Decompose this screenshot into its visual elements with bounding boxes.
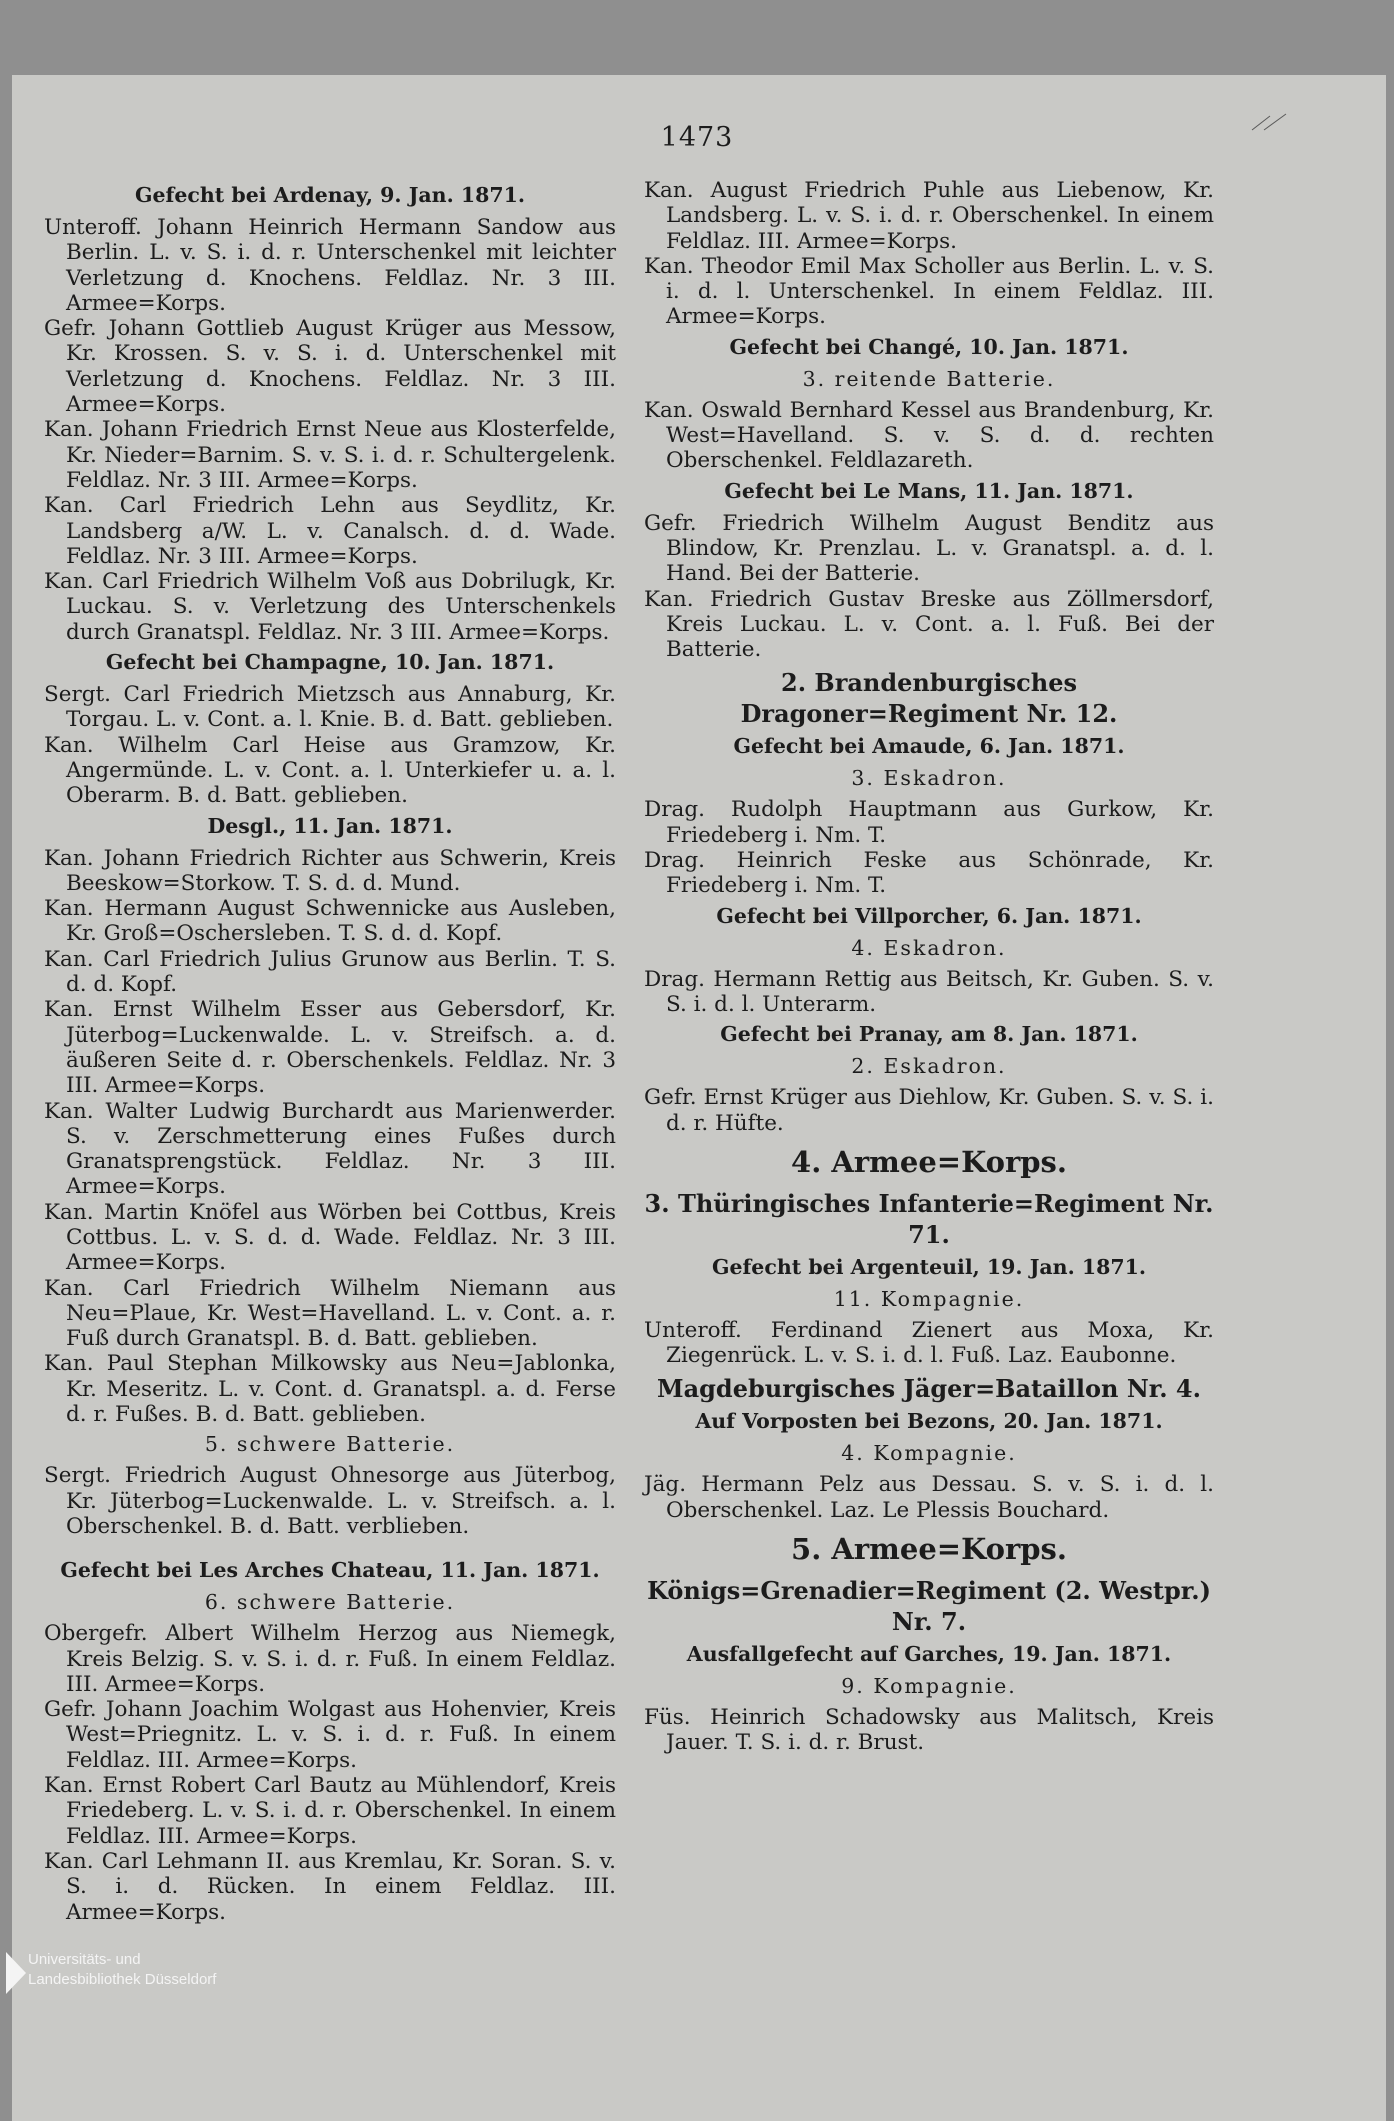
library-logo [0, 1948, 280, 1998]
left-section-heading: Gefecht bei Ardenay, 9. Jan. 1871. [134, 183, 526, 207]
right-casualty-entry: Gefr. Ernst Krüger aus Diehlow, Kr. Guben. S. v. S. i. d. r. Hüfte. [644, 1085, 1214, 1136]
left-casualty-entry: Kan. Ernst Robert Carl Bautz au Mühlendorf, Kreis Friedeberg. L. v. S. i. d. r. Oberschenkel. In einem Feldlaz. III. Armee=Korps. [44, 1773, 616, 1849]
right-unit-subheading: 4. Kompagnie. [841, 1441, 1017, 1466]
right-casualty-entry: Drag. Hermann Rettig aus Beitsch, Kr. Guben. S. v. S. i. d. l. Unterarm. [644, 966, 1214, 1017]
right-regiment-heading: Königs=Grenadier=Regiment (2. Westpr.) Nr. 7. [647, 1576, 1211, 1637]
right-casualty-entry: Kan. Theodor Emil Max Scholler aus Berlin. L. v. S. i. d. l. Unterschenkel. In einem Feldlaz. III. Armee=Korps. [644, 253, 1214, 330]
right-section-heading: Gefecht bei Pranay, am 8. Jan. 1871. [720, 1022, 1138, 1047]
left-casualty-entry: Kan. Wilhelm Carl Heise aus Gramzow, Kr. Angermünde. L. v. Cont. a. l. Unterkiefer u. a. l. Oberarm. B. d. Batt. geblieben. [44, 732, 616, 809]
right-casualty-entry: Drag. Heinrich Feske aus Schönrade, Kr. Friedeberg i. Nm. T. [644, 848, 1214, 899]
right-section-heading: Gefecht bei Le Mans, 11. Jan. 1871. [724, 478, 1134, 503]
left-casualty-entry: Kan. Paul Stephan Milkowsky aus Neu=Jablonka, Kr. Meseritz. L. v. Cont. d. Granatspl. a. d. Ferse d. r. Fußes. B. d. Batt. geblieben. [44, 1351, 616, 1428]
right-column [644, 178, 1214, 1756]
right-section-heading: Ausfallgefecht auf Garches, 19. Jan. 1871. [686, 1642, 1172, 1667]
right-unit-subheading: 3. Eskadron. [851, 766, 1007, 791]
right-casualty-entry: Kan. August Friedrich Puhle aus Liebenow, Kr. Landsberg. L. v. S. i. d. r. Oberschenkel. In einem Feldlaz. III. Armee=Korps. [644, 178, 1214, 254]
left-casualty-entry: Kan. Carl Friedrich Wilhelm Voß aus Dobrilugk, Kr. Luckau. S. v. Verletzung des Unterschenkels durch Granatspl. Feldlaz. Nr. 3 III. Armee=Korps. [44, 569, 616, 645]
left-spacer [44, 1539, 616, 1553]
library-logo-icon [4, 1950, 30, 1996]
left-casualty-entry: Unteroff. Johann Heinrich Hermann Sandow aus Berlin. L. v. S. i. d. r. Unterschenkel mit leichter Verletzung d. Knochens. Feldlaz. Nr. 3 III. Armee=Korps. [44, 215, 616, 316]
left-casualty-entry: Kan. Johann Friedrich Ernst Neue aus Klosterfelde, Kr. Nieder=Barnim. S. v. S. i. d. r. Schultergelenk. Feldlaz. Nr. 3 III. Armee=Korps. [44, 417, 616, 493]
right-casualty-entry: Drag. Rudolph Hauptmann aus Gurkow, Kr. Friedeberg i. Nm. T. [644, 797, 1214, 848]
right-unit-subheading: 3. reitende Batterie. [802, 366, 1056, 391]
left-casualty-entry: Kan. Walter Ludwig Burchardt aus Marienwerder. S. v. Zerschmetterung eines Fußes durch Granatsprengstück. Feldlaz. Nr. 3 III. Armee=Korps. [44, 1098, 616, 1200]
left-casualty-entry: Kan. Carl Friedrich Wilhelm Niemann aus Neu=Plaue, Kr. West=Havelland. L. v. Cont. a. r. Fuß durch Granatspl. B. d. Batt. geblieben. [44, 1275, 616, 1352]
right-casualty-entry: Gefr. Friedrich Wilhelm August Benditz aus Blindow, Kr. Prenzlau. L. v. Granatspl. a. d. l. Hand. Bei der Batterie. [644, 510, 1214, 587]
right-casualty-entry: Füs. Heinrich Schadowsky aus Malitsch, Kreis Jauer. T. S. i. d. r. Brust. [644, 1705, 1214, 1756]
right-section-heading: Gefecht bei Changé, 10. Jan. 1871. [729, 334, 1129, 359]
left-casualty-entry: Obergefr. Albert Wilhelm Herzog aus Niemegk, Kreis Belzig. S. v. S. i. d. r. Fuß. In einem Feldlaz. III. Armee=Korps. [44, 1621, 616, 1697]
left-casualty-entry: Gefr. Johann Gottlieb August Krüger aus Messow, Kr. Krossen. S. v. S. i. d. Unterschenkel mit Verletzung d. Knochens. Feldlaz. Nr. 3 III. Armee=Korps. [44, 316, 616, 418]
left-unit-subheading: 6. schwere Batterie. [204, 1590, 456, 1615]
left-casualty-entry: Kan. Carl Friedrich Lehn aus Seydlitz, Kr. Landsberg a/W. L. v. Canalsch. d. d. Wade. Feldlaz. Nr. 3 III. Armee=Korps. [44, 493, 616, 569]
left-casualty-entry: Sergt. Friedrich August Ohnesorge aus Jüterbog, Kr. Jüterbog=Luckenwalde. L. v. Streifsch. a. l. Oberschenkel. B. d. Batt. verblieben. [44, 1463, 616, 1539]
logo-line-2: Landesbibliothek Düsseldorf [28, 1971, 217, 1988]
right-regiment-heading: 3. Thüringisches Infanterie=Regiment Nr. 71. [644, 1188, 1214, 1249]
left-casualty-entry: Kan. Hermann August Schwennicke aus Ausleben, Kr. Groß=Oschersleben. T. S. d. d. Kopf. [44, 896, 616, 947]
left-casualty-entry: Sergt. Carl Friedrich Mietzsch aus Annaburg, Kr. Torgau. L. v. Cont. a. l. Knie. B. d. Batt. geblieben. [44, 682, 616, 733]
right-corps-heading: 5. Armee=Korps. [791, 1532, 1067, 1567]
right-regiment-heading: Magdeburgisches Jäger=Bataillon Nr. 4. [657, 1374, 1201, 1404]
left-section-heading: Gefecht bei Les Arches Chateau, 11. Jan. 1871. [60, 1558, 600, 1583]
left-column [44, 178, 616, 1925]
left-casualty-entry: Kan. Ernst Wilhelm Esser aus Gebersdorf, Kr. Jüterbog=Luckenwalde. L. v. Streifsch. a. d. äußeren Seite d. r. Oberschenkels. Feldlaz. Nr. 3 III. Armee=Korps. [44, 997, 616, 1099]
right-corps-heading: 4. Armee=Korps. [791, 1144, 1067, 1179]
right-unit-subheading: 9. Kompagnie. [841, 1674, 1017, 1699]
right-casualty-entry: Jäg. Hermann Pelz aus Dessau. S. v. S. i. d. l. Oberschenkel. Laz. Le Plessis Bouchard. [644, 1472, 1214, 1523]
right-section-heading: Auf Vorposten bei Bezons, 20. Jan. 1871. [695, 1409, 1163, 1434]
right-casualty-entry: Kan. Oswald Bernhard Kessel aus Brandenburg, Kr. West=Havelland. S. v. S. d. d. rechten Oberschenkel. Feldlazareth. [644, 397, 1214, 474]
right-unit-subheading: 11. Kompagnie. [833, 1286, 1025, 1311]
right-section-heading: Gefecht bei Amaude, 6. Jan. 1871. [733, 734, 1125, 759]
left-unit-subheading: 5. schwere Batterie. [204, 1432, 456, 1457]
left-section-heading: Gefecht bei Champagne, 10. Jan. 1871. [105, 650, 555, 675]
logo-line-1: Universitäts- und [28, 1951, 141, 1968]
right-casualty-entry: Unteroff. Ferdinand Zienert aus Moxa, Kr. Ziegenrück. L. v. S. i. d. l. Fuß. Laz. Eaubonne. [644, 1317, 1214, 1369]
right-regiment-heading: 2. Brandenburgisches Dragoner=Regiment Nr. 12. [740, 668, 1118, 729]
right-casualty-entry: Kan. Friedrich Gustav Breske aus Zöllmersdorf, Kreis Luckau. L. v. Cont. a. l. Fuß. Bei der Batterie. [644, 586, 1214, 663]
left-casualty-entry: Gefr. Johann Joachim Wolgast aus Hohenvier, Kreis West=Priegnitz. L. v. S. i. d. r. Fuß. In einem Feldlaz. III. Armee=Korps. [44, 1697, 616, 1773]
left-section-heading: Desgl., 11. Jan. 1871. [207, 813, 453, 838]
left-casualty-entry: Kan. Carl Lehmann II. aus Kremlau, Kr. Soran. S. v. S. i. d. Rücken. In einem Feldlaz. III. Armee=Korps. [44, 1848, 616, 1925]
pencil-mark-icon [1250, 112, 1290, 132]
right-unit-subheading: 2. Eskadron. [851, 1054, 1007, 1079]
page-number: 1473 [660, 122, 734, 153]
left-casualty-entry: Kan. Martin Knöfel aus Wörben bei Cottbus, Kreis Cottbus. L. v. S. d. d. Wade. Feldlaz. Nr. 3 III. Armee=Korps. [44, 1199, 616, 1276]
right-unit-subheading: 4. Eskadron. [851, 935, 1007, 960]
right-section-heading: Gefecht bei Argenteuil, 19. Jan. 1871. [711, 1254, 1147, 1279]
left-casualty-entry: Kan. Johann Friedrich Richter aus Schwerin, Kreis Beeskow=Storkow. T. S. d. d. Mund. [44, 845, 616, 896]
left-casualty-entry: Kan. Carl Friedrich Julius Grunow aus Berlin. T. S. d. d. Kopf. [44, 946, 616, 998]
right-section-heading: Gefecht bei Villporcher, 6. Jan. 1871. [716, 903, 1142, 928]
